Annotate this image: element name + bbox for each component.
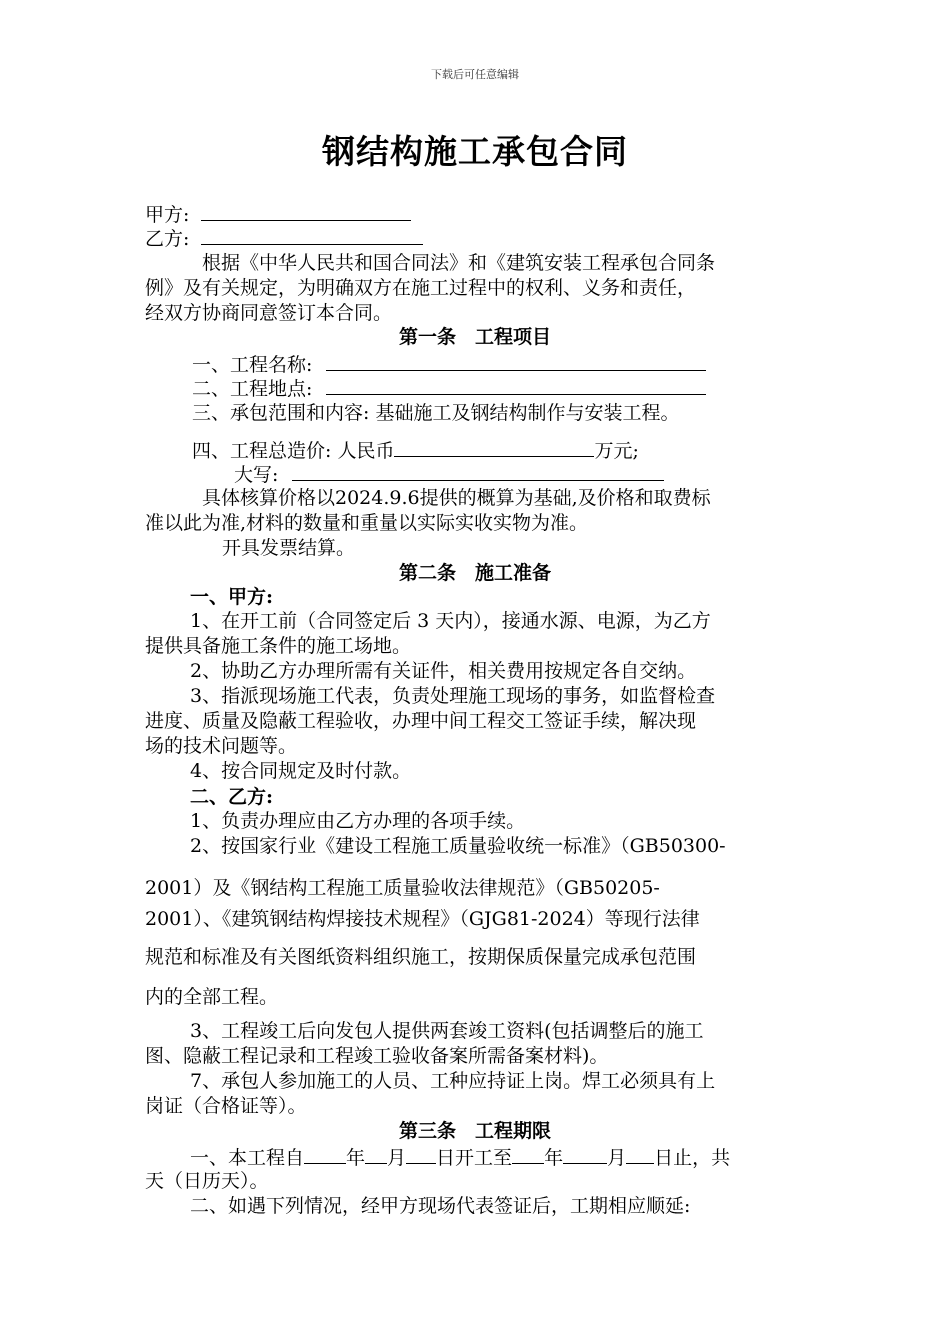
article-2-heading: 第二条 施工准备: [398, 562, 551, 584]
document-title: 钢结构施工承包合同: [322, 132, 628, 171]
party-a-duties-heading: 一、甲方:: [190, 586, 274, 608]
scope-line: 三、承包范围和内容: 基础施工及钢结构制作与安装工程。: [192, 402, 680, 424]
duty-line: 4、按合同规定及时付款。: [190, 760, 412, 782]
price-line: 具体核算价格以2024.9.6提供的概算为基础,及价格和取费标: [202, 487, 711, 509]
project-site-label: 二、工程地点:: [192, 378, 313, 400]
end-month-blank: [563, 1143, 607, 1164]
duty-line: 图、隐蔽工程记录和工程竣工验收备案所需备案材料)。: [145, 1045, 609, 1067]
end-day-blank: [626, 1143, 654, 1164]
period-line: [190, 1143, 730, 1171]
cost-label: 四、工程总造价: 人民币: [192, 440, 395, 462]
start-year-blank: [304, 1143, 346, 1164]
duty-line: 规范和标准及有关图纸资料组织施工，按期保质保量完成承包范围: [145, 946, 697, 968]
intro-line: 例》及有关规定，为明确双方在施工过程中的权利、义务和责任，: [145, 277, 697, 299]
duty-line: 2001）、《建筑钢结构焊接技术规程》（GJG81-2024）等现行法律: [145, 908, 700, 930]
period-text: 月: [607, 1147, 627, 1169]
start-day-blank: [406, 1143, 436, 1164]
article-1-heading: 第一条 工程项目: [398, 326, 551, 348]
duty-line: 场的技术问题等。: [145, 735, 298, 757]
period-text: 日开工至: [436, 1147, 513, 1169]
caps-line: [234, 460, 664, 488]
period-text: 年: [346, 1147, 366, 1169]
duty-line: 内的全部工程。: [145, 986, 279, 1008]
price-line: 准以此为准,材料的数量和重量以实际实收实物为准。: [145, 512, 589, 534]
project-name-label: 一、工程名称:: [192, 354, 313, 376]
invoice-line: 开具发票结算。: [222, 537, 356, 559]
caps-blank: [292, 460, 664, 481]
intro-line: 经双方协商同意签订本合同。: [145, 302, 393, 324]
party-b-blank: [201, 224, 423, 245]
duty-line: 2、协助乙方办理所需有关证件，相关费用按规定各自交纳。: [190, 660, 697, 682]
duty-line: 1、在开工前（合同签定后 3 天内），接通水源、电源，为乙方: [190, 610, 711, 632]
duty-line: 岗证（合格证等）。: [145, 1095, 307, 1117]
duty-line: 3、工程竣工后向发包人提供两套竣工资料(包括调整后的施工: [190, 1020, 704, 1042]
period-text: 日止，共: [654, 1147, 731, 1169]
duty-line: 2、按国家行业《建设工程施工质量验收统一标准》（GB50300-: [190, 835, 726, 857]
party-b-duties-heading: 二、乙方:: [190, 786, 274, 808]
article-3-heading: 第三条 工程期限: [398, 1120, 551, 1142]
start-month-blank: [365, 1143, 387, 1164]
cost-blank: [394, 436, 594, 457]
project-name-blank: [326, 350, 706, 371]
duty-line: 2001）及《钢结构工程施工质量验收法律规范》（GB50205-: [145, 877, 660, 899]
project-site-line: [192, 374, 706, 402]
party-b-label: 乙方:: [145, 228, 190, 250]
duty-line: 3、指派现场施工代表，负责处理施工现场的事务，如监督检查: [190, 685, 716, 707]
caps-label: 大写:: [234, 464, 279, 486]
intro-line: 根据《中华人民共和国合同法》和《建筑安装工程承包合同条: [202, 252, 716, 274]
duty-line: 7、承包人参加施工的人员、工种应持证上岗。焊工必须具有上: [190, 1070, 716, 1092]
end-year-blank: [512, 1143, 544, 1164]
party-a-blank: [201, 200, 411, 221]
period-text: 月: [387, 1147, 407, 1169]
party-b-line: [145, 224, 423, 252]
duty-line: 提供具备施工条件的施工场地。: [145, 635, 412, 657]
header-note: 下载后可任意编辑: [431, 68, 519, 81]
delay-line: 二、如遇下列情况，经甲方现场代表签证后，工期相应顺延:: [190, 1195, 691, 1217]
period-continued: 天（日历天）。: [145, 1170, 269, 1192]
party-a-label: 甲方:: [145, 204, 190, 226]
period-text: 一、本工程自: [190, 1147, 305, 1169]
period-text: 年: [544, 1147, 564, 1169]
project-site-blank: [326, 374, 706, 395]
duty-line: 1、负责办理应由乙方办理的各项手续。: [190, 810, 526, 832]
duty-line: 进度、质量及隐蔽工程验收，办理中间工程交工签证手续，解决现: [145, 710, 697, 732]
cost-unit: 万元;: [594, 440, 639, 462]
